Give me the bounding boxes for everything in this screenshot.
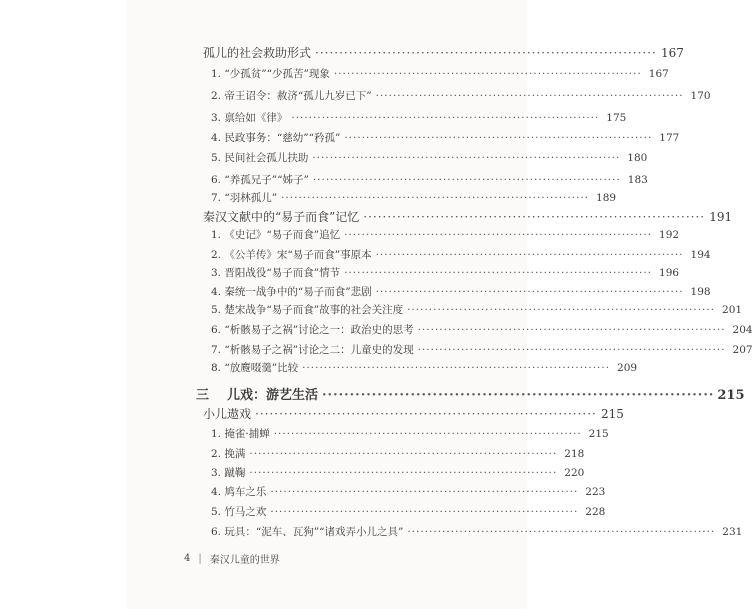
dot-leader: ······································································· <box>375 286 684 298</box>
toc-item <box>211 88 711 103</box>
toc-item-page-number: 220 <box>564 467 585 479</box>
dot-leader: ······································································· <box>312 174 621 186</box>
dot-leader: ······································································· <box>363 210 706 224</box>
toc-item-page-number: 194 <box>690 249 711 261</box>
toc-item-title: 5. 楚宋战争“易子而食”故事的社会关注度 <box>211 304 404 316</box>
toc-item-title: 5. 竹马之欢 <box>211 506 267 518</box>
toc-item-title: 4. 秦统一战争中的“易子而食”悲剧 <box>211 286 372 298</box>
toc-item <box>211 150 648 165</box>
footer-page-number: 4 <box>184 553 191 564</box>
footer-book-title: 秦汉儿童的世界 <box>209 555 280 566</box>
dot-leader: ······································································· <box>344 267 653 279</box>
toc-item-page-number: 209 <box>617 362 638 374</box>
toc-item-page-number: 167 <box>648 68 669 80</box>
toc-item-page-number: 207 <box>732 344 753 356</box>
toc-item <box>211 524 743 539</box>
toc-item <box>211 360 638 375</box>
toc-item-title: 3. 蹴鞠 <box>211 467 246 479</box>
toc-item-page-number: 192 <box>659 229 680 241</box>
toc-item-page-number: 218 <box>564 448 585 460</box>
section-heading <box>203 44 684 61</box>
section-heading-title: 秦汉文献中的“易子而食”记忆 <box>203 210 360 224</box>
section-heading <box>203 208 733 225</box>
dot-leader: ······································································· <box>249 467 558 479</box>
toc-item-page-number: 183 <box>627 174 648 186</box>
toc-item-title: 1. 掩雀·捕蝉 <box>211 428 270 440</box>
toc-item <box>211 322 753 337</box>
toc-item <box>211 504 606 519</box>
toc-item <box>211 265 680 280</box>
dot-leader: ······································································· <box>417 324 726 336</box>
toc-item <box>211 190 617 205</box>
dot-leader: ······································································· <box>312 152 621 164</box>
dot-leader: ······································································· <box>302 362 611 374</box>
dot-leader: ······································································· <box>270 486 579 498</box>
toc-item-title: 3. 禀给如《律》 <box>211 112 288 124</box>
toc-item-title: 3. 晋阳战役“易子而食”情节 <box>211 267 341 279</box>
toc-item-title: 2. 帝王诏令：赦济“孤儿九岁已下” <box>211 90 372 102</box>
dot-leader: ······································································· <box>270 506 579 518</box>
chapter-heading <box>196 384 745 403</box>
dot-leader: ······································································· <box>375 90 684 102</box>
toc-item <box>211 130 680 145</box>
toc-item-title: 1. 《史记》“易子而食”追忆 <box>211 229 341 241</box>
toc-item <box>211 302 743 317</box>
dot-leader: ······································································· <box>344 132 653 144</box>
toc-item-title: 6. “养孤兄子”“姊子” <box>211 174 309 186</box>
dot-leader: ······································································· <box>333 68 642 80</box>
toc-item-page-number: 177 <box>659 132 680 144</box>
toc-item-title: 6. “析骸易子之祸”讨论之一：政治史的思考 <box>211 324 414 336</box>
toc-item-page-number: 198 <box>690 286 711 298</box>
section-heading-title: 孤儿的社会救助形式 <box>203 46 312 60</box>
toc-item-page-number: 201 <box>722 304 743 316</box>
toc-item-title: 7. “析骸易子之祸”讨论之二：儿童史的发现 <box>211 344 414 356</box>
dot-leader: ······································································· <box>407 304 716 316</box>
toc-item-page-number: 223 <box>585 486 606 498</box>
toc-item <box>211 172 648 187</box>
toc-item-page-number: 215 <box>588 428 609 440</box>
toc-item-title: 5. 民间社会孤儿扶助 <box>211 152 309 164</box>
section-heading-page-number: 191 <box>709 210 733 224</box>
chapter-heading-page-number: 215 <box>717 388 745 403</box>
book-page <box>128 0 753 609</box>
toc-item <box>211 247 711 262</box>
toc-item-title: 7. “羽林孤儿” <box>211 192 278 204</box>
toc-item-title: 6. 玩具：“泥车、瓦狗”“诸戏弄小儿之具” <box>211 526 404 538</box>
footer-separator: | <box>198 553 202 564</box>
section-heading-title: 小儿遨戏 <box>203 407 252 421</box>
toc-item <box>211 465 585 480</box>
toc-item-title: 2. 挽满 <box>211 448 246 460</box>
dot-leader: ······································································· <box>375 249 684 261</box>
dot-leader: ······································································· <box>249 448 558 460</box>
section-heading-page-number: 167 <box>660 46 684 60</box>
toc-item-page-number: 189 <box>596 192 617 204</box>
dot-leader: ······································································· <box>407 526 716 538</box>
dot-leader: ······································································· <box>417 344 726 356</box>
toc-item <box>211 66 669 81</box>
toc-item-title: 4. 民政事务：“慈幼”“矜孤” <box>211 132 341 144</box>
section-heading <box>203 405 624 422</box>
toc-item-page-number: 170 <box>690 90 711 102</box>
dot-leader: ······································································· <box>255 407 597 421</box>
toc-item-title: 1. “少孤贫”“少孤苦”现象 <box>211 68 330 80</box>
toc-item <box>211 110 627 125</box>
toc-item-page-number: 228 <box>585 506 606 518</box>
dot-leader: ······································································· <box>291 112 600 124</box>
toc-item-title: 2. 《公羊传》宋“易子而食”事原本 <box>211 249 372 261</box>
toc-item-page-number: 180 <box>627 152 648 164</box>
toc-item <box>211 446 585 461</box>
dot-leader: ······································································· <box>344 229 653 241</box>
toc-item-page-number: 175 <box>606 112 627 124</box>
toc-item-title: 4. 鸠车之乐 <box>211 486 267 498</box>
chapter-number: 三 <box>196 388 210 403</box>
dot-leader: ······································································· <box>281 192 590 204</box>
toc-item <box>211 342 753 357</box>
dot-leader: ······································································· <box>322 388 715 403</box>
dot-leader: ······································································· <box>315 46 657 60</box>
toc-item-title: 8. “放麑啜羹”比较 <box>211 362 299 374</box>
toc-item-page-number: 231 <box>722 526 743 538</box>
page-footer <box>184 551 280 566</box>
dot-leader: ······································································· <box>273 428 582 440</box>
chapter-heading-title: 儿戏：游艺生活 <box>227 388 319 403</box>
toc-item-page-number: 196 <box>659 267 680 279</box>
toc-item <box>211 227 680 242</box>
section-heading-page-number: 215 <box>600 407 624 421</box>
toc-item <box>211 284 711 299</box>
toc-item-page-number: 204 <box>732 324 753 336</box>
toc-item <box>211 426 609 441</box>
toc-item <box>211 484 606 499</box>
